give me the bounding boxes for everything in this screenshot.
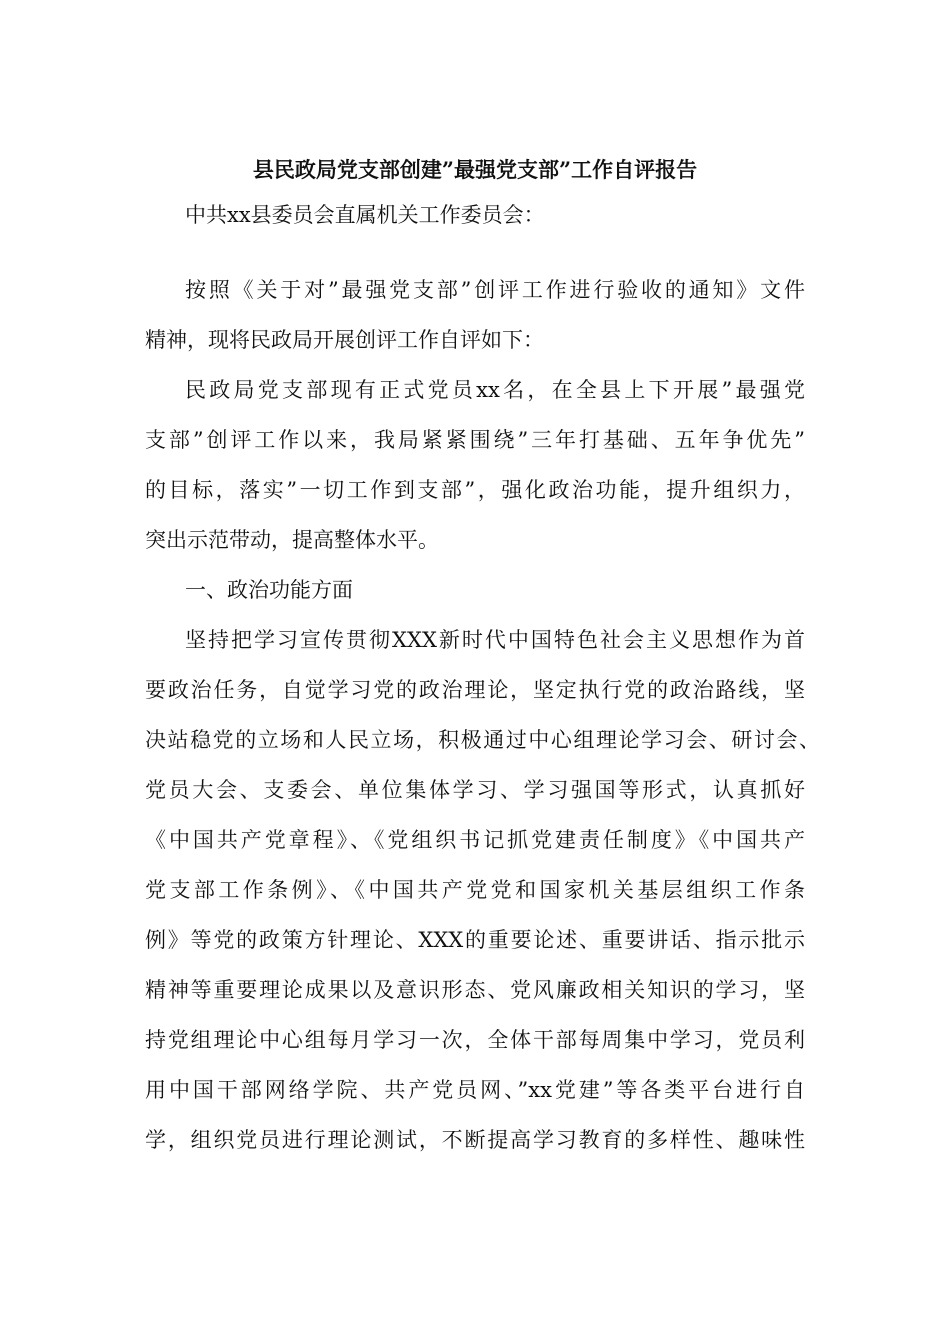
text-line: 按照《关于对”最强党支部”创评工作进行验收的通知》文件 [185, 278, 805, 302]
section-heading: 一、政治功能方面 [185, 578, 353, 602]
text-line: 支部”创评工作以来，我局紧紧围绕”三年打基础、五年争优先” [145, 428, 805, 452]
salutation: 中共xx县委员会直属机关工作委员会： [185, 203, 545, 227]
text-line: 突出示范带动，提高整体水平。 [145, 528, 439, 552]
document-title: 县民政局党支部创建”最强党支部”工作自评报告 [252, 157, 698, 182]
text-line: 的目标，落实”一切工作到支部”，强化政治功能，提升组织力， [145, 478, 805, 502]
text-line: 用中国干部网络学院、共产党员网、”xx党建”等各类平台进行自 [145, 1078, 805, 1102]
text-line: 决站稳党的立场和人民立场，积极通过中心组理论学习会、研讨会、 [145, 728, 820, 752]
text-line: 要政治任务，自觉学习党的政治理论，坚定执行党的政治路线，坚 [145, 678, 805, 702]
text-line: 例》等党的政策方针理论、XXX的重要论述、重要讲话、指示批示 [145, 928, 805, 952]
text-line: 民政局党支部现有正式党员xx名，在全县上下开展”最强党 [185, 378, 805, 402]
text-line: 《中国共产党章程》、《党组织书记抓党建责任制度》《中国共产 [145, 828, 805, 852]
text-line: 精神等重要理论成果以及意识形态、党风廉政相关知识的学习，坚 [145, 978, 805, 1002]
text-line: 学，组织党员进行理论测试，不断提高学习教育的多样性、趣味性 [145, 1128, 805, 1152]
text-line: 精神，现将民政局开展创评工作自评如下： [145, 328, 544, 352]
text-line: 坚持把学习宣传贯彻XXX新时代中国特色社会主义思想作为首 [185, 628, 805, 652]
text-line: 党支部工作条例》、《中国共产党党和国家机关基层组织工作条 [145, 878, 805, 902]
text-line: 持党组理论中心组每月学习一次，全体干部每周集中学习，党员利 [145, 1028, 805, 1052]
text-line: 党员大会、支委会、单位集体学习、学习强国等形式，认真抓好 [145, 778, 805, 802]
